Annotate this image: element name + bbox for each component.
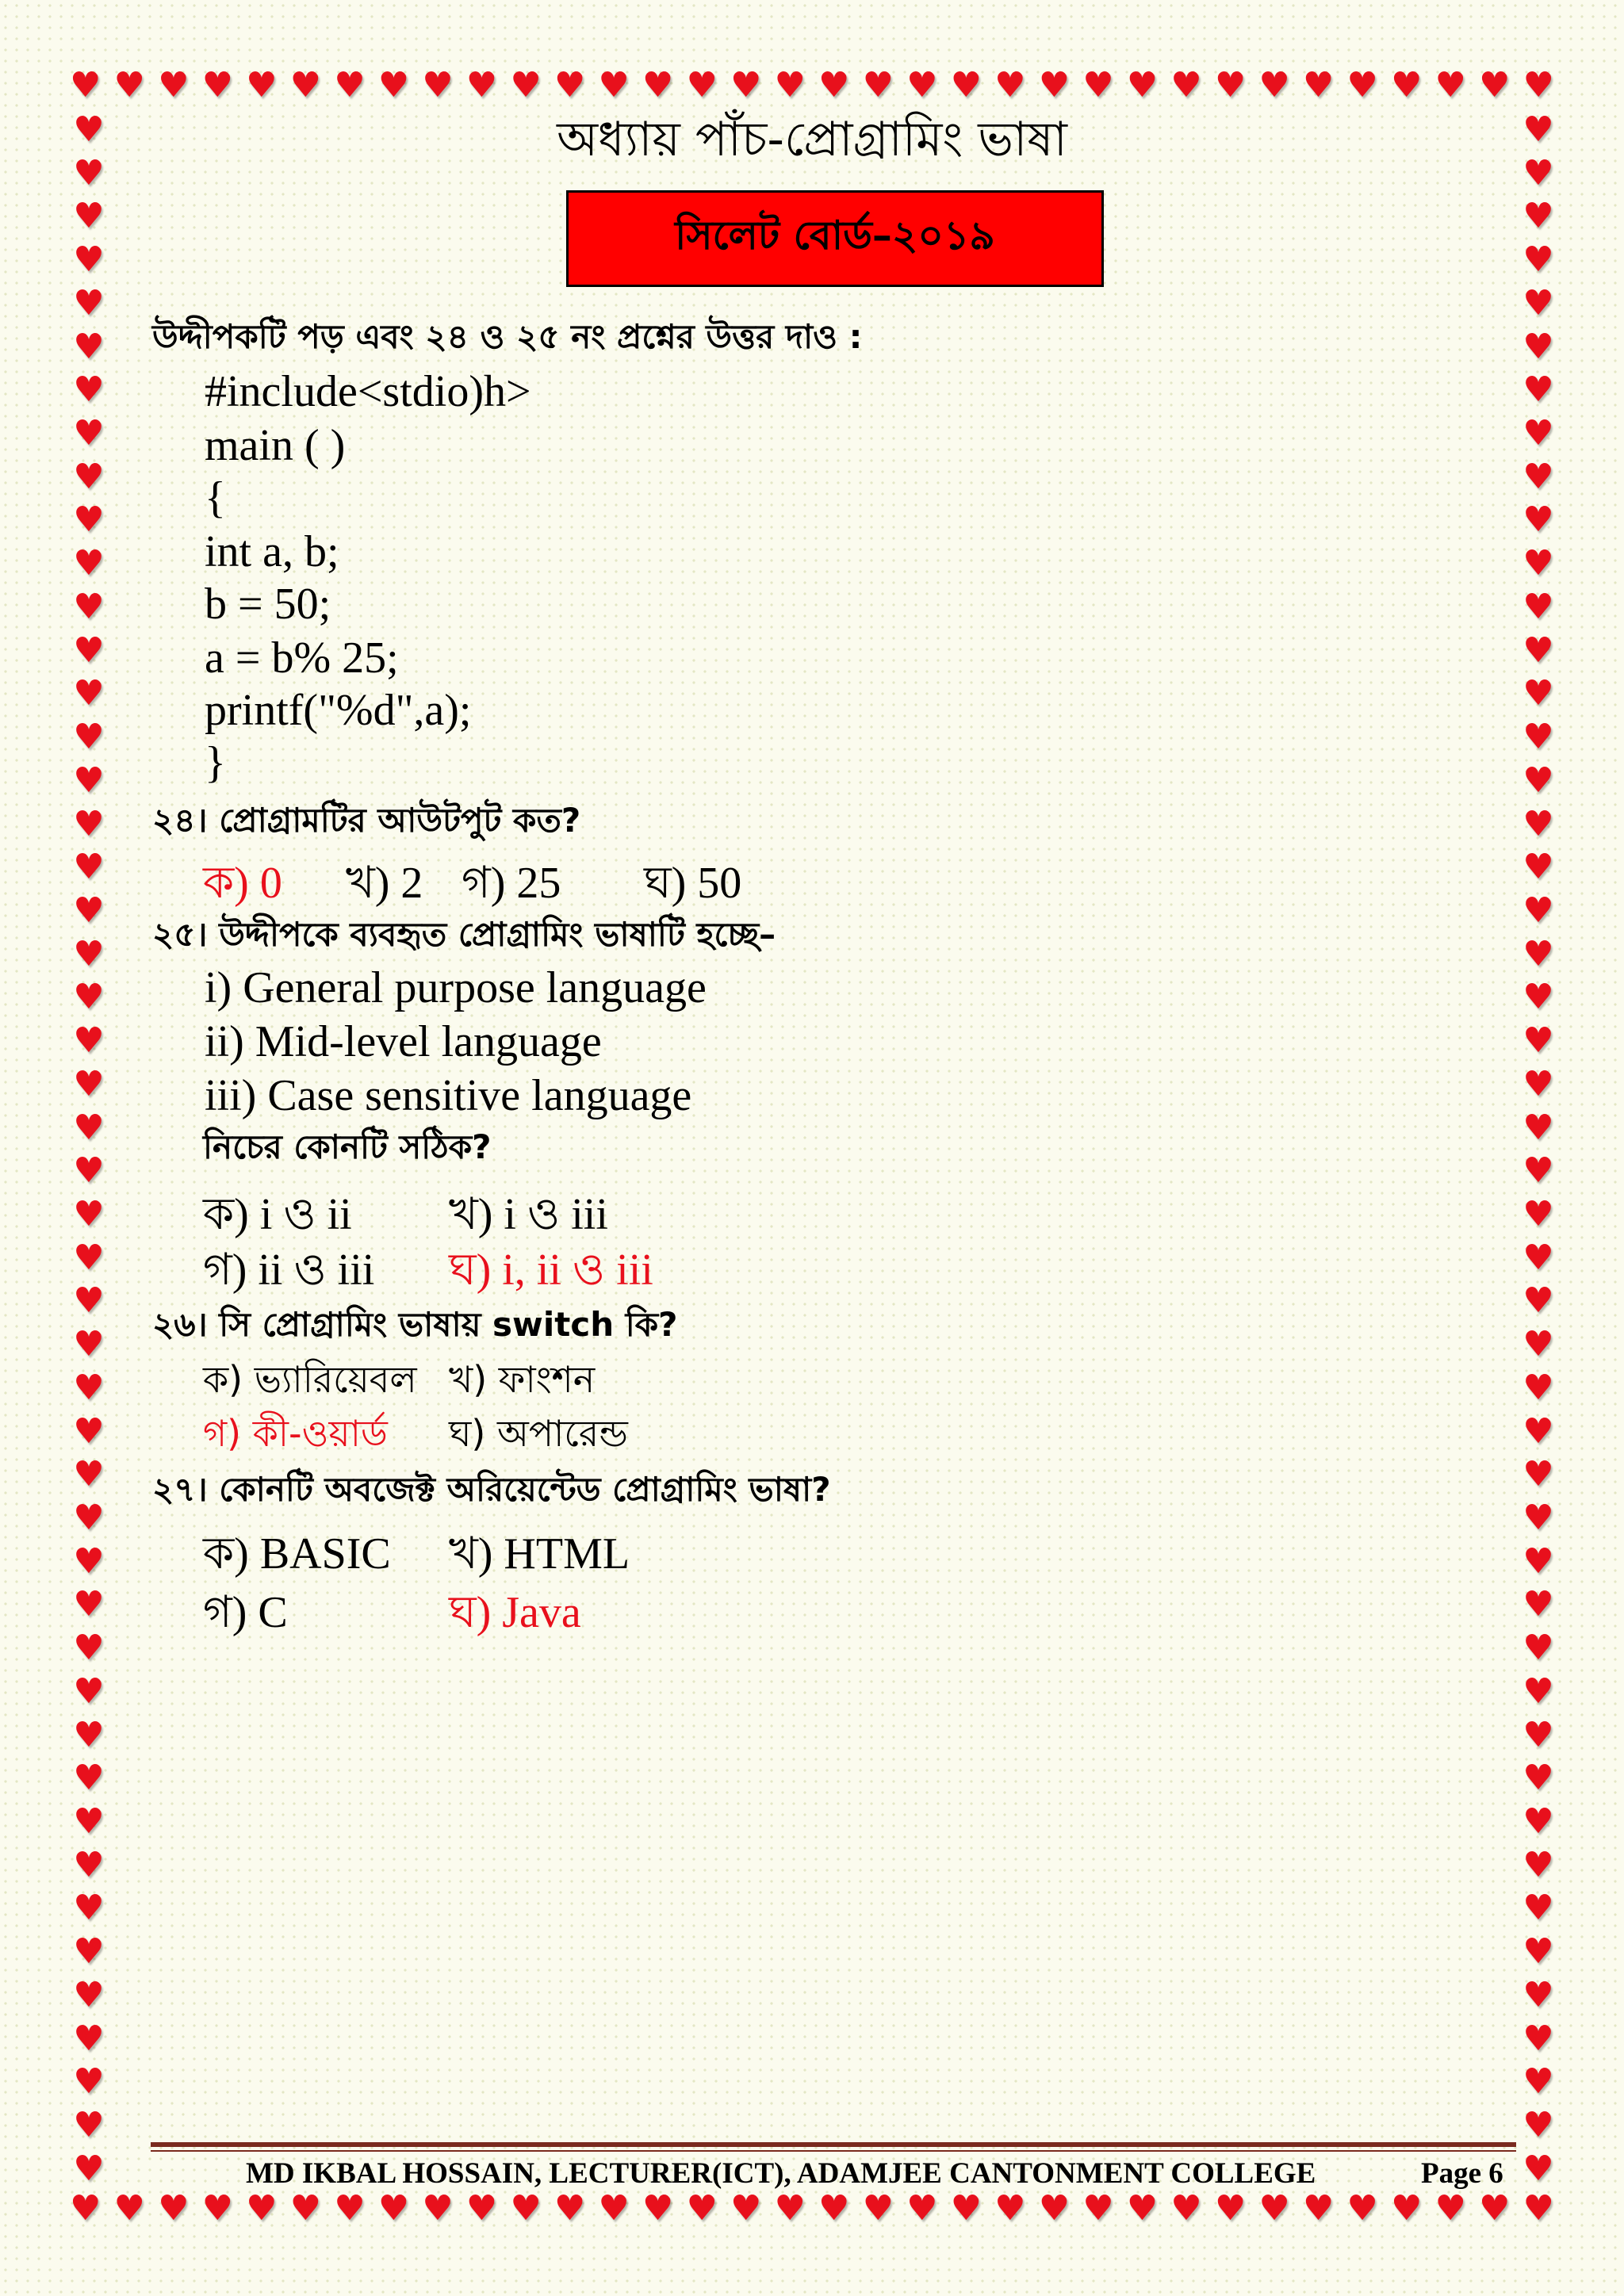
heart-icon: ♥: [1522, 1931, 1554, 1973]
heart-icon: ♥: [70, 2188, 102, 2229]
border-right: [1518, 111, 1559, 2188]
heart-icon: ♥: [1522, 2018, 1554, 2059]
heart-icon: ♥: [553, 65, 586, 105]
heart-icon: ♥: [73, 890, 105, 931]
heart-icon: ♥: [158, 2188, 190, 2229]
q25-option-d: ঘ) i, ii ও iii: [449, 1246, 653, 1295]
heart-icon: ♥: [73, 760, 105, 801]
heart-icon: ♥: [1126, 65, 1159, 105]
heart-icon: ♥: [73, 326, 105, 367]
heart-icon: ♥: [1522, 1367, 1554, 1408]
heart-icon: ♥: [1522, 1324, 1554, 1365]
heart-icon: ♥: [774, 65, 806, 105]
heart-icon: ♥: [1522, 760, 1554, 801]
heart-icon: ♥: [1522, 369, 1554, 411]
heart-icon: ♥: [994, 65, 1026, 105]
heart-icon: ♥: [1522, 629, 1554, 671]
heart-icon: ♥: [73, 847, 105, 888]
heart-icon: ♥: [73, 413, 105, 454]
heart-icon: ♥: [1302, 65, 1335, 105]
heart-icon: ♥: [1522, 1714, 1554, 1755]
heart-icon: ♥: [70, 65, 102, 105]
heart-icon: ♥: [73, 2105, 105, 2146]
heart-icon: ♥: [1522, 1107, 1554, 1148]
q25-statement: i) General purpose language: [205, 963, 707, 1012]
heart-icon: ♥: [73, 1498, 105, 1538]
heart-icon: ♥: [906, 2188, 938, 2229]
heart-icon: ♥: [1434, 65, 1466, 105]
heart-icon: ♥: [1522, 1670, 1554, 1712]
q27-option-a: ক) BASIC: [203, 1529, 391, 1578]
heart-icon: ♥: [73, 1454, 105, 1495]
q24-option-d: ঘ) 50: [644, 859, 742, 908]
heart-icon: ♥: [73, 1714, 105, 1755]
heart-icon: ♥: [1346, 65, 1378, 105]
heart-icon: ♥: [1522, 1280, 1554, 1322]
heart-icon: ♥: [113, 65, 145, 105]
heart-icon: ♥: [1522, 1020, 1554, 1062]
q26-option-a: ক) ভ্যারিয়েবল: [203, 1358, 417, 1401]
heart-icon: ♥: [1522, 1584, 1554, 1625]
code-line: {: [205, 473, 226, 522]
heart-icon: ♥: [73, 1888, 105, 1929]
heart-icon: ♥: [1522, 977, 1554, 1018]
heart-icon: ♥: [774, 2188, 806, 2229]
heart-icon: ♥: [1522, 65, 1554, 105]
q27-option-b: খ) HTML: [449, 1529, 630, 1578]
heart-icon: ♥: [1522, 2148, 1554, 2189]
heart-icon: ♥: [73, 1801, 105, 1843]
heart-icon: ♥: [950, 65, 982, 105]
heart-icon: ♥: [1346, 2188, 1378, 2229]
heart-icon: ♥: [1038, 65, 1071, 105]
heart-icon: ♥: [1522, 326, 1554, 367]
heart-icon: ♥: [422, 2188, 454, 2229]
heart-icon: ♥: [1522, 456, 1554, 497]
heart-icon: ♥: [465, 2188, 498, 2229]
heart-icon: ♥: [334, 65, 366, 105]
q25-which-correct: নিচের কোনটি সঠিক?: [203, 1127, 492, 1166]
heart-icon: ♥: [1522, 413, 1554, 454]
board-label: [566, 190, 1104, 287]
heart-icon: ♥: [377, 2188, 410, 2229]
heart-icon: ♥: [73, 2018, 105, 2059]
heart-icon: ♥: [730, 65, 762, 105]
heart-icon: ♥: [1170, 2188, 1202, 2229]
heart-icon: ♥: [73, 586, 105, 627]
heart-icon: ♥: [906, 65, 938, 105]
heart-icon: ♥: [73, 1410, 105, 1452]
heart-icon: ♥: [1522, 1193, 1554, 1234]
heart-icon: ♥: [73, 1280, 105, 1322]
heart-icon: ♥: [1479, 65, 1511, 105]
heart-icon: ♥: [1522, 1888, 1554, 1929]
heart-icon: ♥: [1479, 2188, 1511, 2229]
heart-icon: ♥: [73, 1758, 105, 1799]
heart-icon: ♥: [1522, 1063, 1554, 1104]
heart-icon: ♥: [73, 456, 105, 497]
heart-icon: ♥: [1522, 543, 1554, 584]
heart-icon: ♥: [73, 1063, 105, 1104]
heart-icon: ♥: [1522, 239, 1554, 281]
heart-icon: ♥: [73, 2148, 105, 2189]
heart-icon: ♥: [73, 1150, 105, 1192]
heart-icon: ♥: [73, 629, 105, 671]
heart-icon: ♥: [1390, 65, 1423, 105]
heart-icon: ♥: [1082, 2188, 1114, 2229]
stimulus-text: উদ্দীপকটি পড় এবং ২৪ ও ২৫ নং প্রশ্নের উত্তর দাও :: [152, 317, 863, 356]
heart-icon: ♥: [73, 109, 105, 150]
heart-icon: ♥: [1522, 673, 1554, 714]
heart-icon: ♥: [1522, 1974, 1554, 2015]
footer-page-number: Page 6: [1421, 2157, 1503, 2190]
heart-icon: ♥: [1522, 717, 1554, 758]
heart-icon: ♥: [422, 65, 454, 105]
border-top: [70, 67, 1554, 108]
q25-option-a: ক) i ও ii: [203, 1190, 352, 1239]
heart-icon: ♥: [950, 2188, 982, 2229]
heart-icon: ♥: [1522, 933, 1554, 974]
q27-option-c: গ) C: [203, 1588, 288, 1637]
heart-icon: ♥: [73, 196, 105, 237]
heart-icon: ♥: [73, 499, 105, 541]
heart-icon: ♥: [1082, 65, 1114, 105]
code-line: a = b% 25;: [205, 633, 399, 683]
heart-icon: ♥: [1214, 65, 1247, 105]
heart-icon: ♥: [1126, 2188, 1159, 2229]
heart-icon: ♥: [73, 1584, 105, 1625]
heart-icon: ♥: [1522, 1498, 1554, 1538]
question-26: ২৬। সি প্রোগ্রামিং ভাষায় switch কি?: [152, 1305, 678, 1344]
heart-icon: ♥: [246, 65, 278, 105]
heart-icon: ♥: [598, 65, 630, 105]
heart-icon: ♥: [73, 717, 105, 758]
heart-icon: ♥: [1522, 803, 1554, 844]
heart-icon: ♥: [73, 1107, 105, 1148]
q25-option-b: খ) i ও iii: [449, 1190, 608, 1239]
heart-icon: ♥: [1522, 1758, 1554, 1799]
heart-icon: ♥: [158, 65, 190, 105]
heart-icon: ♥: [73, 1324, 105, 1365]
heart-icon: ♥: [73, 1367, 105, 1408]
heart-icon: ♥: [73, 239, 105, 281]
heart-icon: ♥: [289, 2188, 322, 2229]
code-line: }: [205, 738, 226, 787]
heart-icon: ♥: [686, 2188, 718, 2229]
heart-icon: ♥: [73, 1540, 105, 1582]
heart-icon: ♥: [642, 65, 674, 105]
heart-icon: ♥: [201, 2188, 234, 2229]
heart-icon: ♥: [1522, 282, 1554, 323]
heart-icon: ♥: [73, 2061, 105, 2103]
heart-icon: ♥: [73, 543, 105, 584]
heart-icon: ♥: [1522, 1150, 1554, 1192]
heart-icon: ♥: [1522, 2188, 1554, 2229]
code-line: printf("%d",a);: [205, 686, 472, 735]
code-line: int a, b;: [205, 527, 339, 576]
q24-option-c: গ) 25: [462, 859, 561, 908]
heart-icon: ♥: [1522, 1237, 1554, 1278]
heart-icon: ♥: [642, 2188, 674, 2229]
heart-icon: ♥: [1522, 2061, 1554, 2103]
heart-icon: ♥: [1522, 1540, 1554, 1582]
page-title: অধ্যায় পাঁচ-প্রোগ্রামিং ভাষা: [557, 112, 1067, 167]
heart-icon: ♥: [73, 152, 105, 193]
q25-statement: ii) Mid-level language: [205, 1017, 602, 1066]
heart-icon: ♥: [1522, 1844, 1554, 1885]
code-line: b = 50;: [205, 580, 331, 629]
heart-icon: ♥: [73, 673, 105, 714]
heart-icon: ♥: [1522, 1410, 1554, 1452]
question-25: ২৫। উদ্দীপকে ব্যবহৃত প্রোগ্রামিং ভাষাটি হচ্ছে–: [152, 915, 776, 954]
heart-icon: ♥: [73, 1844, 105, 1885]
q27-option-d: ঘ) Java: [449, 1588, 581, 1637]
q24-option-b: খ) 2: [346, 859, 423, 908]
heart-icon: ♥: [1214, 2188, 1247, 2229]
heart-icon: ♥: [246, 2188, 278, 2229]
heart-icon: ♥: [73, 803, 105, 844]
footer-rule-thin: [151, 2150, 1516, 2152]
heart-icon: ♥: [73, 977, 105, 1018]
heart-icon: ♥: [334, 2188, 366, 2229]
question-24: ২৪। প্রোগ্রামটির আউটপুট কত?: [152, 801, 581, 840]
heart-icon: ♥: [510, 65, 542, 105]
heart-icon: ♥: [73, 933, 105, 974]
question-27: ২৭। কোনটি অবজেক্ট অরিয়েন্টেড প্রোগ্রামিং ভাষা?: [152, 1470, 831, 1509]
heart-icon: ♥: [1258, 2188, 1290, 2229]
heart-icon: ♥: [73, 282, 105, 323]
heart-icon: ♥: [598, 2188, 630, 2229]
heart-icon: ♥: [994, 2188, 1026, 2229]
heart-icon: ♥: [73, 1974, 105, 2015]
heart-icon: ♥: [1522, 586, 1554, 627]
heart-icon: ♥: [818, 65, 850, 105]
heart-icon: ♥: [465, 65, 498, 105]
heart-icon: ♥: [1522, 152, 1554, 193]
heart-icon: ♥: [113, 2188, 145, 2229]
heart-icon: ♥: [1302, 2188, 1335, 2229]
heart-icon: ♥: [1038, 2188, 1071, 2229]
heart-icon: ♥: [73, 1237, 105, 1278]
q25-statement: iii) Case sensitive language: [205, 1071, 692, 1120]
border-bottom: [70, 2190, 1554, 2231]
heart-icon: ♥: [73, 1628, 105, 1669]
q26-option-b: খ) ফাংশন: [449, 1358, 596, 1401]
heart-icon: ♥: [73, 1670, 105, 1712]
heart-icon: ♥: [862, 65, 894, 105]
heart-icon: ♥: [1522, 109, 1554, 150]
heart-icon: ♥: [510, 2188, 542, 2229]
heart-icon: ♥: [1170, 65, 1202, 105]
heart-icon: ♥: [1434, 2188, 1466, 2229]
heart-icon: ♥: [730, 2188, 762, 2229]
heart-icon: ♥: [1522, 196, 1554, 237]
footer-rule: [151, 2142, 1516, 2147]
heart-icon: ♥: [73, 369, 105, 411]
code-line: main ( ): [205, 421, 346, 470]
heart-icon: ♥: [1522, 1801, 1554, 1843]
heart-icon: ♥: [1522, 1454, 1554, 1495]
border-left: [68, 111, 109, 2188]
q26-option-c: গ) কী-ওয়ার্ড: [203, 1412, 388, 1455]
code-line: #include<stdio)h>: [205, 367, 531, 416]
heart-icon: ♥: [1390, 2188, 1423, 2229]
heart-icon: ♥: [73, 1020, 105, 1062]
heart-icon: ♥: [553, 2188, 586, 2229]
heart-icon: ♥: [1522, 847, 1554, 888]
heart-icon: ♥: [1522, 2105, 1554, 2146]
heart-icon: ♥: [1522, 499, 1554, 541]
heart-icon: ♥: [1522, 890, 1554, 931]
heart-icon: ♥: [73, 1193, 105, 1234]
board-label-text: সিলেট বোর্ড–২০১৯: [675, 212, 995, 258]
q24-option-a: ক) 0: [203, 859, 282, 908]
heart-icon: ♥: [73, 1931, 105, 1973]
heart-icon: ♥: [1258, 65, 1290, 105]
heart-icon: ♥: [1522, 1628, 1554, 1669]
heart-icon: ♥: [201, 65, 234, 105]
q25-option-c: গ) ii ও iii: [203, 1246, 375, 1295]
heart-icon: ♥: [818, 2188, 850, 2229]
heart-icon: ♥: [377, 65, 410, 105]
q26-option-d: ঘ) অপারেন্ড: [449, 1412, 628, 1455]
heart-icon: ♥: [862, 2188, 894, 2229]
heart-icon: ♥: [289, 65, 322, 105]
heart-icon: ♥: [686, 65, 718, 105]
footer-author: MD IKBAL HOSSAIN, LECTURER(ICT), ADAMJEE CANTONMENT COLLEGE: [246, 2157, 1316, 2190]
